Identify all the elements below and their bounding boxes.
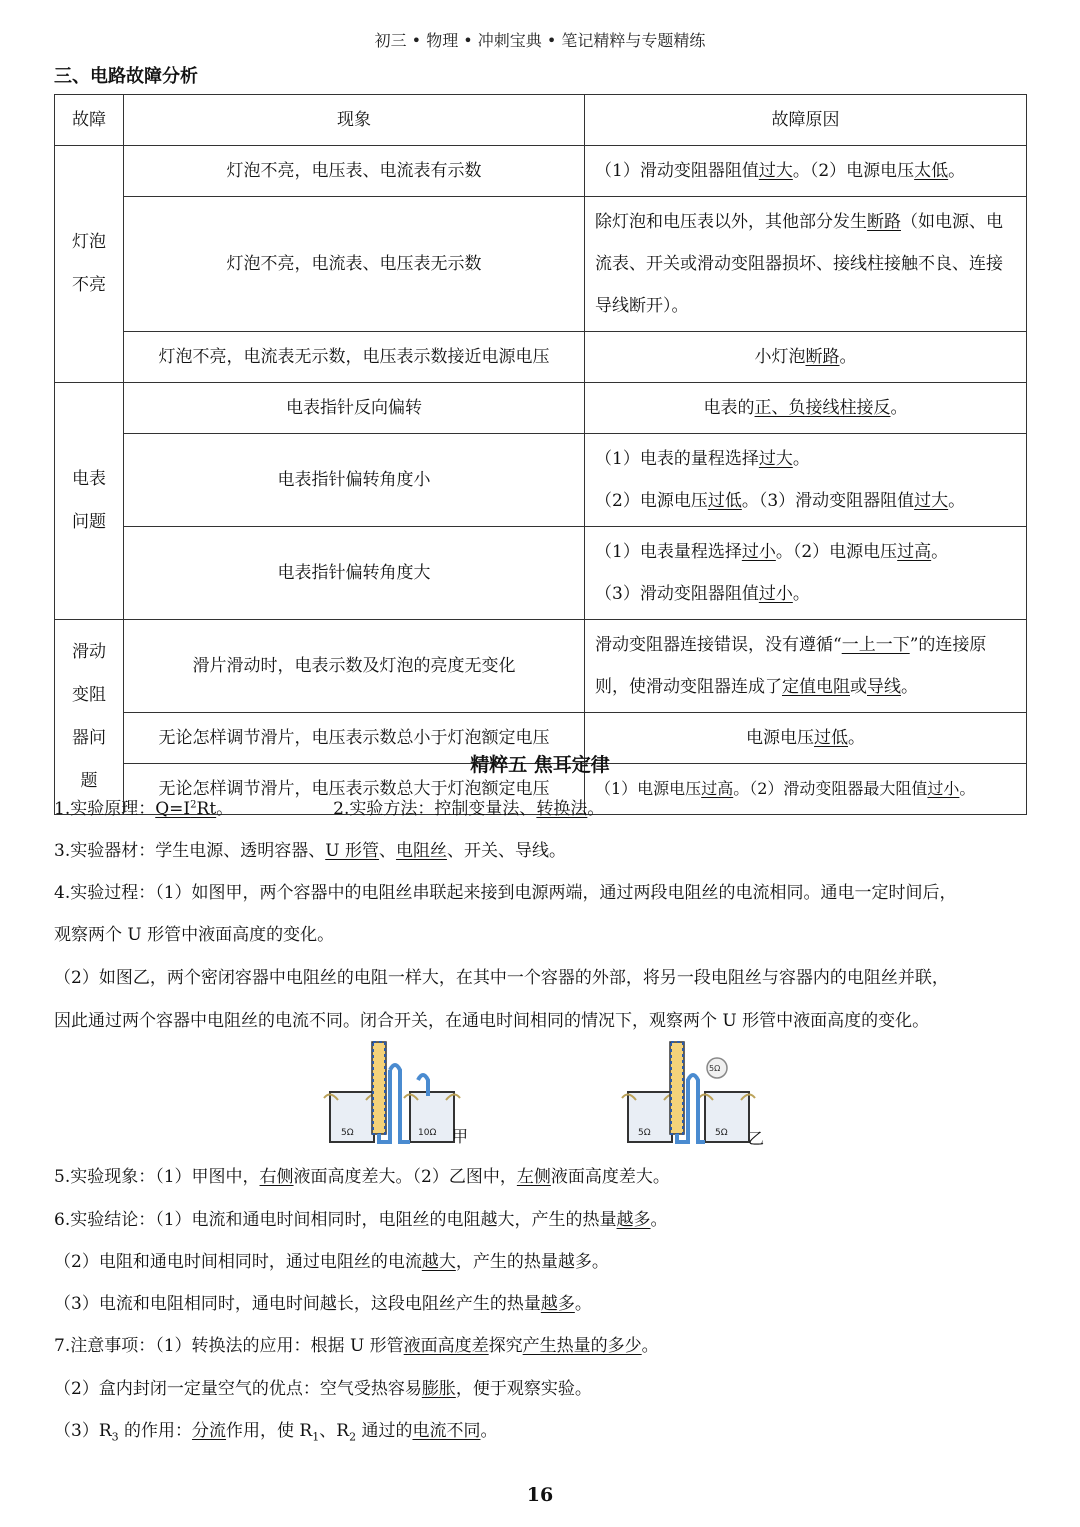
category-meter-problem xyxy=(55,383,124,620)
table-row xyxy=(55,197,1027,332)
svg-text:5Ω: 5Ω xyxy=(638,1128,651,1138)
figure-label-yi: 乙 xyxy=(748,1129,765,1148)
table-header-row xyxy=(55,95,1027,146)
text-line-process-2b: 因此通过两个容器中电阻丝的电流不同。闭合开关，在通电时间相同的情况下，观察两个 U 形管中液面高度的变化。 xyxy=(54,1011,930,1031)
table-row xyxy=(55,332,1027,383)
phenomenon-cell: 电表指针反向偏转 xyxy=(124,383,585,434)
category-label: 电表问题 xyxy=(72,469,106,532)
phenomenon-cell: 滑片滑动时，电表示数及灯泡的亮度无变化 xyxy=(124,620,585,713)
cause-cell: （1）滑动变阻器阻值过大。（2）电源电压太低。 xyxy=(585,146,1027,197)
text-line-process-1b: 观察两个 U 形管中液面高度的变化。 xyxy=(54,925,335,945)
table-row xyxy=(55,620,1027,713)
section-title-circuit-fault: 三、电路故障分析 xyxy=(54,66,198,87)
page-header: 初三 • 物理 • 冲刺宝典 • 笔记精粹与专题精练 xyxy=(374,31,706,50)
header-phenomenon: 现象 xyxy=(124,95,585,146)
cause-cell: （1）电表量程选择过小。（2）电源电压过高。 （3）滑动变阻器阻值过小。 xyxy=(585,527,1027,620)
cause-cell: （1）电源电压过高。（2）滑动变阻器最大阻值过小。 xyxy=(585,764,1027,815)
page-number: 16 xyxy=(526,1484,554,1506)
figure-yi-apparatus xyxy=(622,1042,755,1142)
category-label: 灯泡不亮 xyxy=(72,232,106,295)
svg-text:10Ω: 10Ω xyxy=(418,1128,437,1138)
fault-analysis-table xyxy=(54,94,1027,815)
table-row xyxy=(55,383,1027,434)
text-line-process-2: （2）如图乙，两个密闭容器中电阻丝的电阻一样大，在其中一个容器的外部，将另一段电阻丝与容器内的电阻丝并联， xyxy=(54,968,949,988)
text-line-equipment: 3.实验器材：学生电源、透明容器、U 形管、电阻丝、开关、导线。 xyxy=(54,841,566,861)
header-fault: 故障 xyxy=(55,95,124,146)
experiment-figures xyxy=(320,1040,780,1150)
table-row xyxy=(55,434,1027,527)
cause-cell: 小灯泡断路。 xyxy=(585,332,1027,383)
text-line-conclusion-1: 6.实验结论：（1）电流和通电时间相同时，电阻丝的电阻越大，产生的热量越多。 xyxy=(54,1210,668,1230)
category-rheostat-problem xyxy=(55,620,124,815)
cause-cell: 电表的正、负接线柱接反。 xyxy=(585,383,1027,434)
cause-cell: （1）电表的量程选择过大。 （2）电源电压过低。（3）滑动变阻器阻值过大。 xyxy=(585,434,1027,527)
phenomenon-cell: 灯泡不亮，电压表、电流表有示数 xyxy=(124,146,585,197)
text-line-notes-1: 7.注意事项：（1）转换法的应用：根据 U 形管液面高度差探究产生热量的多少。 xyxy=(54,1336,659,1356)
table-row xyxy=(55,527,1027,620)
figure-jia-apparatus xyxy=(324,1042,460,1142)
text-line-conclusion-3: （3）电流和电阻相同时，通电时间越长，这段电阻丝产生的热量越多。 xyxy=(54,1294,592,1314)
text-line-principle: 1.实验原理：$Q=I^2Rt$。 2.实验方法：控制变量法、转换法。 xyxy=(54,799,605,819)
phenomenon-cell: 灯泡不亮，电流表无示数，电压表示数接近电源电压 xyxy=(124,332,585,383)
phenomenon-cell: 无论怎样调节滑片，电压表示数总大于灯泡额定电压 xyxy=(124,764,585,815)
svg-text:5Ω: 5Ω xyxy=(715,1128,728,1138)
phenomenon-cell: 电表指针偏转角度小 xyxy=(124,434,585,527)
cause-cell: 电源电压过低。 xyxy=(585,713,1027,764)
cause-cell: 除灯泡和电压表以外，其他部分发生断路（如电源、电流表、开关或滑动变阻器损坏、接线柱接触不良、连接导线断开）。 xyxy=(585,197,1027,332)
svg-text:5Ω: 5Ω xyxy=(341,1128,354,1138)
text-line-conclusion-2: （2）电阻和通电时间相同时，通过电阻丝的电流越大，产生的热量越多。 xyxy=(54,1252,609,1272)
phenomenon-cell: 电表指针偏转角度大 xyxy=(124,527,585,620)
phenomenon-cell: 无论怎样调节滑片，电压表示数总小于灯泡额定电压 xyxy=(124,713,585,764)
section-title-joule-law: 精粹五 焦耳定律 xyxy=(470,754,610,776)
category-bulb-off xyxy=(55,146,124,383)
header-cause: 故障原因 xyxy=(585,95,1027,146)
experiment-illustration xyxy=(320,1040,780,1150)
svg-text:5Ω: 5Ω xyxy=(709,1064,721,1073)
text-line-phenomenon: 5.实验现象：（1）甲图中，右侧液面高度差大。（2）乙图中，左侧液面高度差大。 xyxy=(54,1167,670,1187)
table-row xyxy=(55,146,1027,197)
figure-label-jia: 甲 xyxy=(452,1127,469,1146)
category-label: 滑动变阻器问题 xyxy=(72,642,106,791)
text-line-notes-2: （2）盒内封闭一定量空气的优点：空气受热容易膨胀，便于观察实验。 xyxy=(54,1379,592,1399)
cause-cell: 滑动变阻器连接错误，没有遵循“一上一下”的连接原则，使滑动变阻器连成了定值电阻或导线。 xyxy=(585,620,1027,713)
text-line-notes-3: $(3)R_3$ 的作用：分流作用，使 $R_1$、$R_2$ 通过的电流不同。 xyxy=(54,1421,498,1444)
phenomenon-cell: 灯泡不亮，电流表、电压表无示数 xyxy=(124,197,585,332)
text-line-process-1: 4.实验过程：（1）如图甲，两个容器中的电阻丝串联起来接到电源两端，通过两段电阻丝的电流相同。通电一定时间后， xyxy=(54,883,957,903)
